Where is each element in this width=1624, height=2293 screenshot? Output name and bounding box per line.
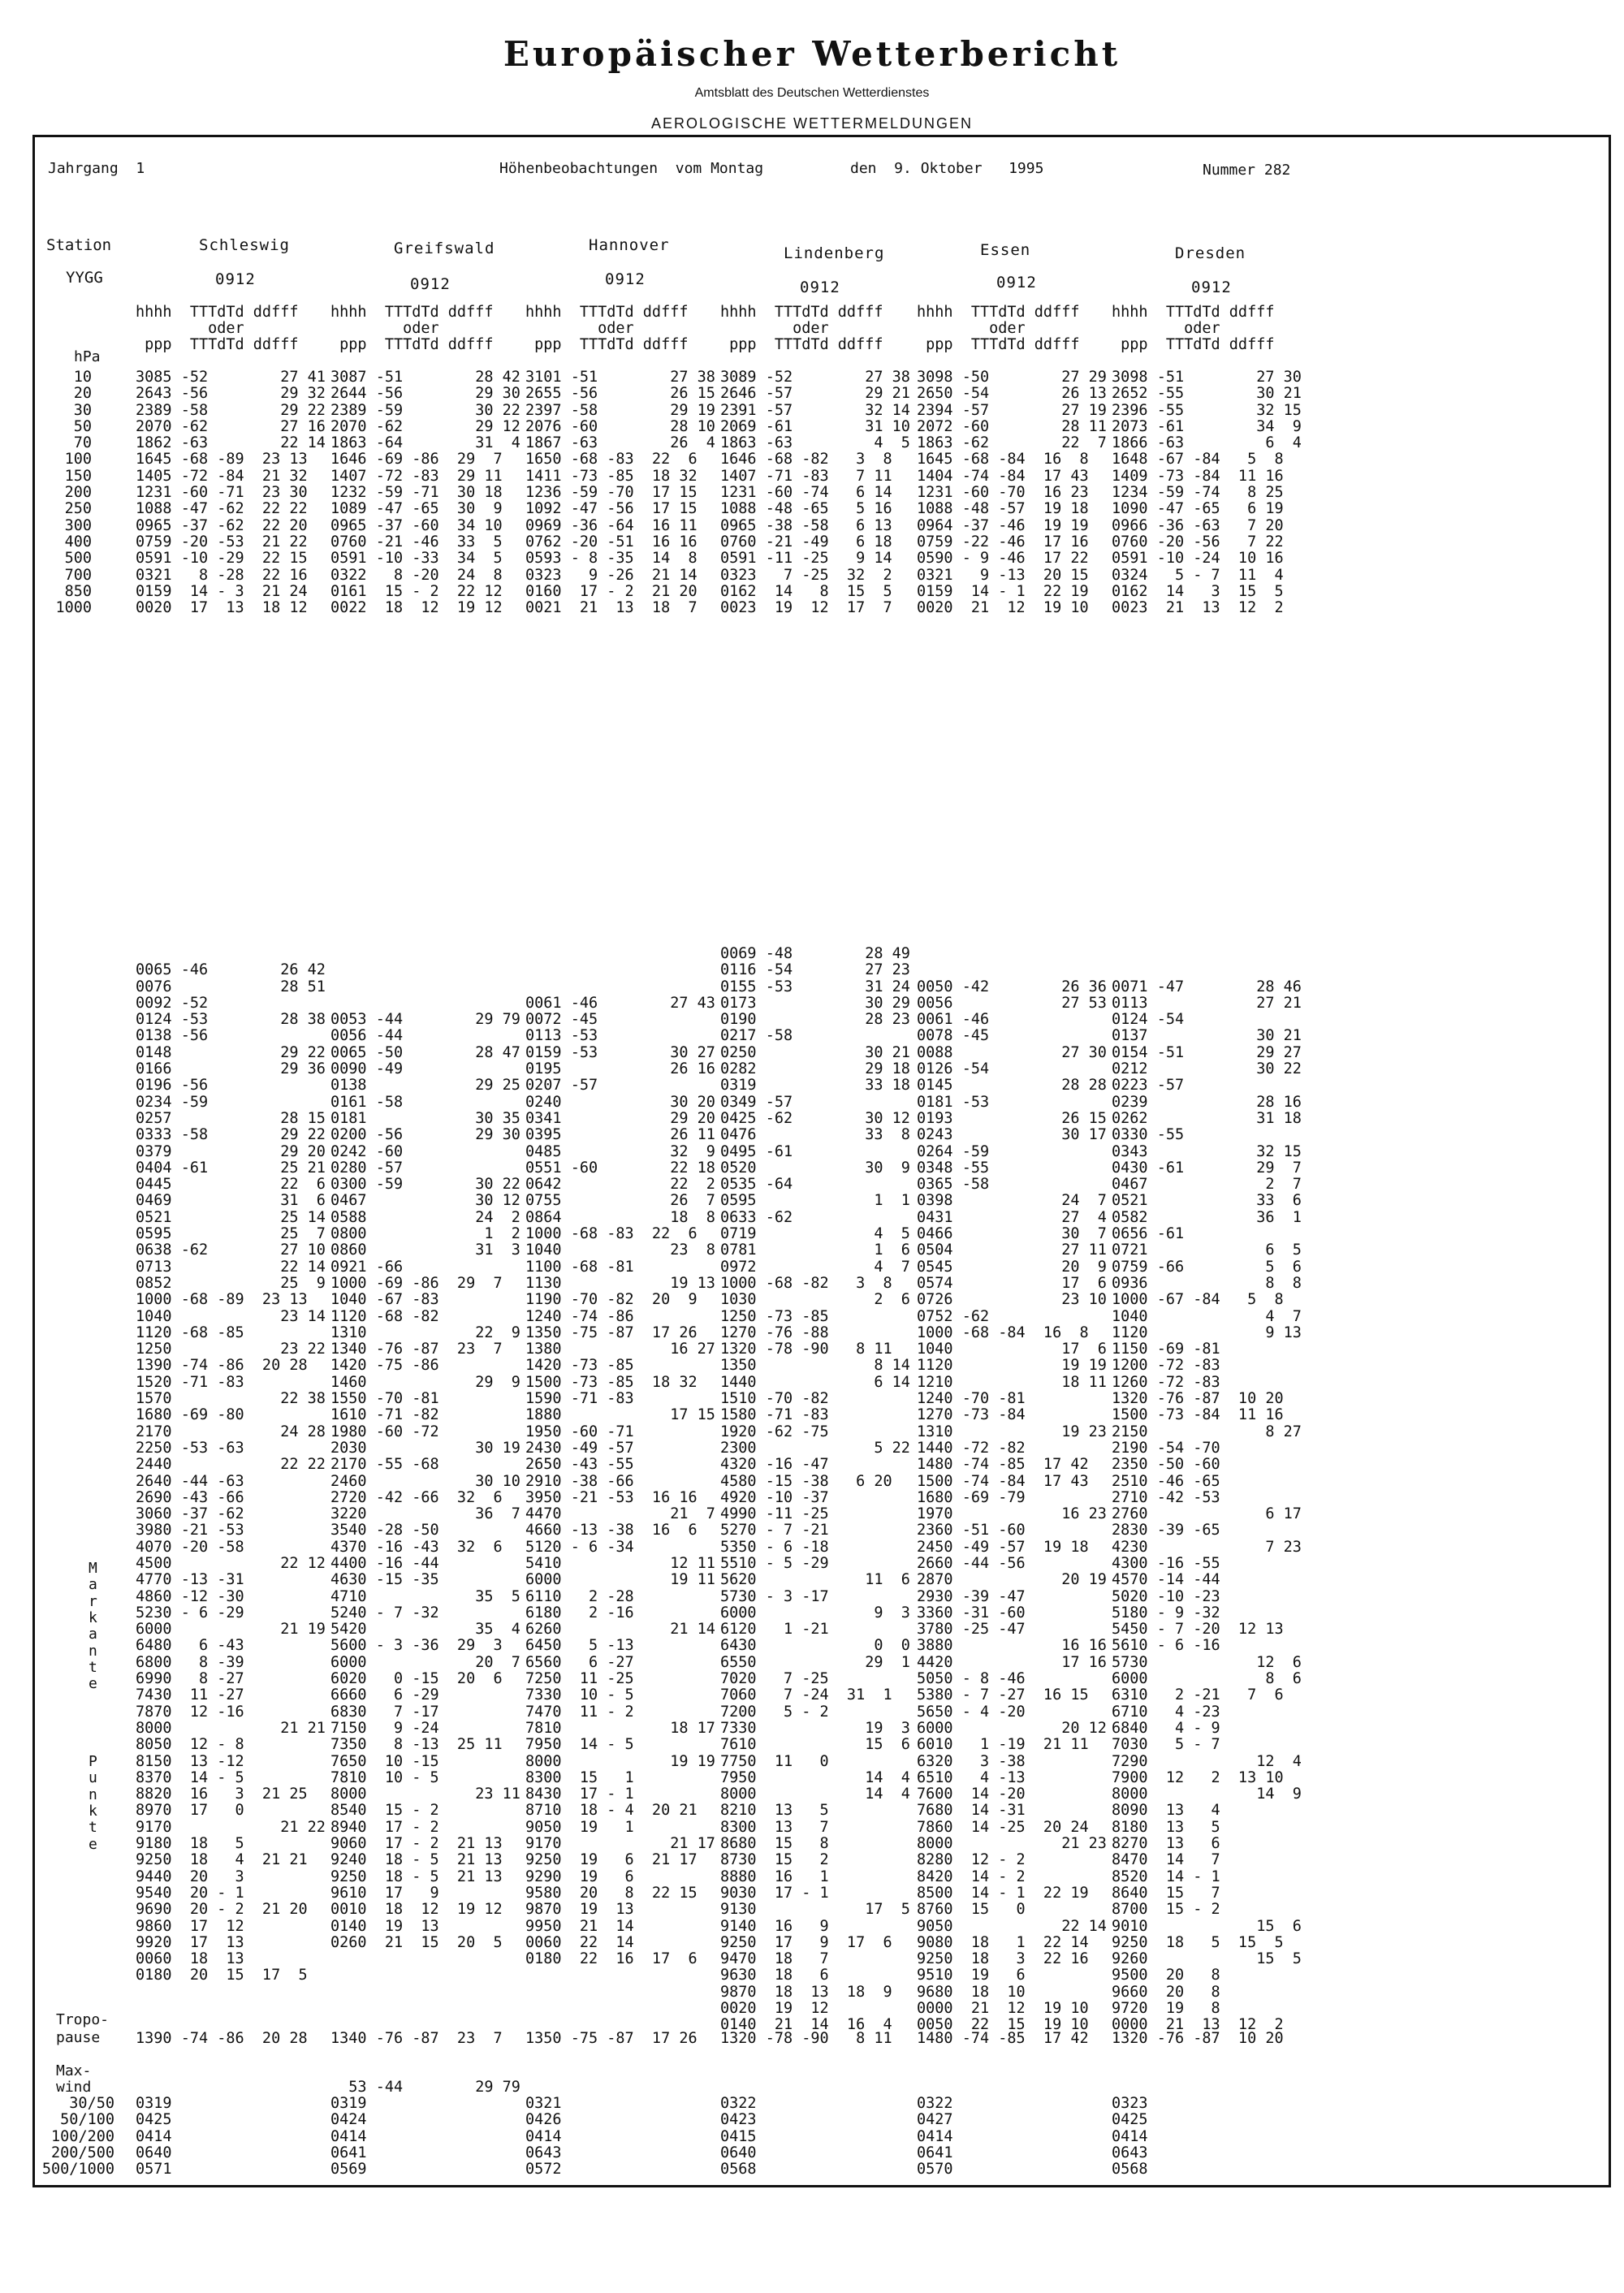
column-header: hhhh TTTdTd ddfff oder ppp TTTdTd ddfff bbox=[525, 304, 689, 353]
side-letter: a bbox=[89, 1626, 97, 1643]
column-header: hhhh TTTdTd ddfff oder ppp TTTdTd ddfff bbox=[330, 304, 494, 353]
side-letter: e bbox=[89, 1675, 97, 1693]
side-letter: n bbox=[89, 1642, 97, 1660]
side-letter: k bbox=[89, 1609, 97, 1626]
station-name: Dresden bbox=[1175, 244, 1246, 262]
layer-data: 0322 0423 0415 0640 0568 bbox=[720, 2095, 757, 2179]
report-frame bbox=[32, 135, 1611, 2187]
tropopause-label: Tropo- pause bbox=[56, 2011, 110, 2046]
standard-level-data: 3098 -50 27 29 2650 -54 26 13 2394 -57 27 19 2072 -60 28 11 1863 -62 22 7 1645 -68 -84 16 8 1404 -74 -84 17 43 1231 -60 -70 16 23 1088 -48 -57 19 18 0964 -37 -46 19 19 0759 -22 -46 17 16 0590 - 9 -46 17 22 0321 9 -13 20 15 0159 14 - 1 22 19 0020 21 12 19 10 bbox=[917, 369, 1107, 617]
maxwind-label: Max- wind bbox=[56, 2062, 92, 2096]
maxwind-data: 53 -44 29 79 bbox=[330, 2079, 520, 2096]
tropopause-data: 1480 -74 -85 17 42 bbox=[917, 2030, 1089, 2047]
station-name: Hannover bbox=[589, 236, 670, 254]
station-time: 0912 bbox=[605, 270, 646, 288]
standard-level-data: 3098 -51 27 30 2652 -55 30 21 2396 -55 32 15 2073 -61 34 9 1866 -63 6 4 1648 -67 -84 5 8 1409 -73 -84 11 16 1234 -59 -74 8 25 1090 -47 -65 6 19 0966 -36 -63 7 20 0760 -20 -56 7 22 0591 -10 -24 10 16 0324 5 - 7 11 4 0162 14 3 15 5 0023 21 13 12 2 bbox=[1112, 369, 1302, 617]
side-letter: t bbox=[89, 1819, 97, 1837]
station-name: Essen bbox=[980, 241, 1031, 259]
markante-punkte-data: 0061 -46 27 43 0072 -45 0113 -53 0159 -53 30 27 0195 26 16 0207 -57 0240 30 20 0341 29 20 0395 26 11 0485 32 9 0551 -60 22 18 0642 22 2 0755 26 7 0864 18 8 1000 -68 -83 22 6 1040 23 8 1100 -68 -81 1130 19 13 1190 -70 -82 20 9 1240 -74 -86 1350 -75 -87 17 26 1380 16 27 1420 -73 -85 1500 -73 -85 18 32 1590 -71 -83 1880 17 15 1950 -60 -71 2430 -49 -57 2650 -43 -55 2910 -38 -66 3950 -21 -53 16 16 4470 21 7 4660 -13 -38 16 6 5120 - 6 -34 5410 12 11 6000 19 11 6110 2 -28 6180 2 -16 6260 21 14 6450 5 -13 6560 6 -27 7250 11 -25 7330 10 - 5 7470 11 - 2 7810 18 17 7950 14 - 5 8000 19 19 8300 15 1 8430 17 - 1 8710 18 - 4 20 21 9050 19 1 9170 21 17 9250 19 6 21 17 9290 19 6 9580 20 8 22 15 9870 19 13 9950 21 14 0060 22 14 0180 22 16 17 6 bbox=[525, 994, 715, 1968]
layer-data: 0321 0426 0414 0643 0572 bbox=[525, 2095, 562, 2179]
standard-levels: 10 20 30 50 70 100 150 200 250 300 400 500 700 850 1000 bbox=[55, 369, 92, 617]
side-letter: e bbox=[89, 1835, 97, 1853]
document-subtitle: Amtsblatt des Deutschen Wetterdienstes bbox=[694, 86, 930, 100]
jahrgang: Jahrgang 1 bbox=[48, 160, 145, 177]
side-letter: k bbox=[89, 1802, 97, 1820]
column-header: hhhh TTTdTd ddfff oder ppp TTTdTd ddfff bbox=[136, 304, 299, 353]
side-letter: a bbox=[89, 1576, 97, 1594]
document-title: Europäischer Wetterbericht bbox=[503, 34, 1121, 74]
standard-level-data: 3085 -52 27 41 2643 -56 29 32 2389 -58 29 22 2070 -62 27 16 1862 -63 22 14 1645 -68 -89 23 13 1405 -72 -84 21 32 1231 -60 -71 23 30 1088 -47 -62 22 22 0965 -37 -62 22 20 0759 -20 -53 21 22 0591 -10 -29 22 15 0321 8 -28 22 16 0159 14 - 3 21 24 0020 17 13 18 12 bbox=[136, 369, 326, 617]
layer-data: 0319 0424 0414 0641 0569 bbox=[330, 2095, 367, 2179]
yygg-label: YYGG bbox=[66, 269, 103, 287]
column-header: hhhh TTTdTd ddfff oder ppp TTTdTd ddfff bbox=[917, 304, 1080, 353]
markante-punkte-data: 0053 -44 29 79 0056 -44 0065 -50 28 47 0090 -49 0138 29 25 0161 -58 0181 30 35 0200 -56 29 30 0242 -60 0280 -57 0300 -59 30 22 0467 30 12 0588 24 2 0800 1 2 0860 31 3 0921 -66 1000 -69 -86 29 7 1040 -67 -83 1120 -68 -82 1310 22 9 1340 -76 -87 23 7 1420 -75 -86 1460 29 9 1550 -70 -81 1610 -71 -82 1980 -60 -72 2030 30 19 2170 -55 -68 2460 30 10 2720 -42 -66 32 6 3220 36 7 3540 -28 -50 4370 -16 -43 32 6 4400 -16 -44 4630 -15 -35 4710 35 5 5240 - 7 -32 5420 35 4 5600 - 3 -36 29 3 6000 20 7 6020 0 -15 20 6 6660 6 -29 6830 7 -17 7150 9 -24 7350 8 -13 25 11 7650 10 -15 7810 10 - 5 8000 23 11 8540 15 - 2 8940 17 - 2 9060 17 - 2 21 13 9240 18 - 5 21 13 9250 18 - 5 21 13 9610 17 9 0010 18 12 19 12 0140 19 13 0260 21 15 20 5 bbox=[330, 1011, 520, 1951]
layer-data: 0322 0427 0414 0641 0570 bbox=[917, 2095, 953, 2179]
station-label: Station bbox=[46, 236, 112, 254]
markante-punkte-data: 0065 -46 26 42 0076 28 51 0092 -52 0124 -53 28 38 0138 -56 0148 29 22 0166 29 36 0196 -56 0234 -59 0257 28 15 0333 -58 29 22 0379 29 20 0404 -61 25 21 0445 22 6 0469 31 6 0521 25 14 0595 25 7 0638 -62 27 10 0713 22 14 0852 25 9 1000 -68 -89 23 13 1040 23 14 1120 -68 -85 1250 23 22 1390 -74 -86 20 28 1520 -71 -83 1570 22 38 1680 -69 -80 2170 24 28 2250 -53 -63 2440 22 22 2640 -44 -63 2690 -43 -66 3060 -37 -62 3980 -21 -53 4070 -20 -58 4500 22 12 4770 -13 -31 4860 -12 -30 5230 - 6 -29 6000 21 19 6480 6 -43 6800 8 -39 6990 8 -27 7430 11 -27 7870 12 -16 8000 21 21 8050 12 - 8 8150 13 -12 8370 14 - 5 8820 16 3 21 25 8970 17 0 9170 21 22 9180 18 5 9250 18 4 21 21 9440 20 3 9540 20 - 1 9690 20 - 2 21 20 9860 17 12 9920 17 13 0060 18 13 0180 20 15 17 5 bbox=[136, 961, 326, 1984]
station-name: Greifswald bbox=[394, 240, 495, 257]
tropopause-data: 1350 -75 -87 17 26 bbox=[525, 2030, 698, 2047]
layer-labels: 30/50 50/100 100/200 200/500 500/1000 bbox=[41, 2095, 114, 2179]
tropopause-data: 1340 -76 -87 23 7 bbox=[330, 2030, 503, 2047]
tropopause-data: 1320 -76 -87 10 20 bbox=[1112, 2030, 1284, 2047]
standard-level-data: 3089 -52 27 38 2646 -57 29 21 2391 -57 32 14 2069 -61 31 10 1863 -63 4 5 1646 -68 -82 3 8 1407 -71 -83 7 11 1231 -60 -74 6 14 1088 -48 -65 5 16 0965 -38 -58 6 13 0760 -21 -49 6 18 0591 -11 -25 9 14 0323 7 -25 32 2 0162 14 8 15 5 0023 19 12 17 7 bbox=[720, 369, 910, 617]
standard-level-data: 3101 -51 27 38 2655 -56 26 15 2397 -58 29 19 2076 -60 28 10 1867 -63 26 4 1650 -68 -83 22 6 1411 -73 -85 18 32 1236 -59 -70 17 15 1092 -47 -56 17 15 0969 -36 -64 16 11 0762 -20 -51 16 16 0593 - 8 -35 14 8 0323 9 -26 21 14 0160 17 - 2 21 20 0021 21 13 18 7 bbox=[525, 369, 715, 617]
station-name: Lindenberg bbox=[784, 244, 885, 262]
markante-punkte-data: 0069 -48 28 49 0116 -54 27 23 0155 -53 31 24 0173 30 29 0190 28 23 0217 -58 0250 30 21 0282 29 18 0319 33 18 0349 -57 0425 -62 30 12 0476 33 8 0495 -61 0520 30 9 0535 -64 0595 1 1 0633 -62 0719 4 5 0781 1 6 0972 4 7 1000 -68 -82 3 8 1030 2 6 1250 -73 -85 1270 -76 -88 1320 -78 -90 8 11 1350 8 14 1440 6 14 1510 -70 -82 1580 -71 -83 1920 -62 -75 2300 5 22 4320 -16 -47 4580 -15 -38 6 20 4920 -10 -37 4990 -11 -25 5270 - 7 -21 5350 - 6 -18 5510 - 5 -29 5620 11 6 5730 - 3 -17 6000 9 3 6120 1 -21 6430 0 0 6550 29 1 7020 7 -25 7060 7 -24 31 1 7200 5 - 2 7330 19 3 7610 15 6 7750 11 0 7950 14 4 8000 14 4 8210 13 5 8300 13 7 8680 15 8 8730 15 2 8880 16 1 9030 17 - 1 9130 17 5 9140 16 9 9250 17 9 17 6 9470 18 7 9630 18 6 9870 18 13 18 9 0020 19 12 0140 21 14 16 4 bbox=[720, 945, 910, 2034]
station-time: 0912 bbox=[410, 275, 451, 293]
station-name: Schleswig bbox=[199, 236, 290, 254]
standard-level-data: 3087 -51 28 42 2644 -56 29 30 2389 -59 30 22 2070 -62 29 12 1863 -64 31 4 1646 -69 -86 29 7 1407 -72 -83 29 11 1232 -59 -71 30 18 1089 -47 -65 30 9 0965 -37 -60 34 10 0760 -21 -46 33 5 0591 -10 -33 34 5 0322 8 -20 24 8 0161 15 - 2 22 12 0022 18 12 19 12 bbox=[330, 369, 520, 617]
markante-punkte-data: 0050 -42 26 36 0056 27 53 0061 -46 0078 -45 0088 27 30 0126 -54 0145 28 28 0181 -53 0193 26 15 0243 30 17 0264 -59 0348 -55 0365 -58 0398 24 7 0431 27 4 0466 30 7 0504 27 11 0545 20 9 0574 17 6 0726 23 10 0752 -62 1000 -68 -84 16 8 1040 17 6 1120 19 19 1210 18 11 1240 -70 -81 1270 -73 -84 1310 19 23 1440 -72 -82 1480 -74 -85 17 42 1500 -74 -84 17 43 1680 -69 -79 1970 16 23 2360 -51 -60 2450 -49 -57 19 18 2660 -44 -56 2870 20 19 2930 -39 -47 3360 -31 -60 3780 -25 -47 3880 16 16 4420 17 16 5050 - 8 -46 5380 - 7 -27 16 15 5650 - 4 -20 6000 20 12 6010 1 -19 21 11 6320 3 -38 6510 4 -13 7600 14 -20 7680 14 -31 7860 14 -25 20 24 8000 21 23 8280 12 - 2 8420 14 - 2 8500 14 - 1 22 19 8760 15 0 9050 22 14 9080 18 1 22 14 9250 18 3 22 16 9510 19 6 9680 18 10 0000 21 12 19 10 0050 22 15 19 10 bbox=[917, 978, 1107, 2034]
station-time: 0912 bbox=[1191, 279, 1232, 296]
section-title: AEROLOGISCHE WETTERMELDUNGEN bbox=[650, 115, 974, 132]
station-time: 0912 bbox=[996, 274, 1037, 291]
observation-date: den 9. Oktober 1995 bbox=[850, 160, 1044, 177]
side-letter: r bbox=[89, 1592, 97, 1610]
tropopause-data: 1320 -78 -90 8 11 bbox=[720, 2030, 892, 2047]
column-header: hhhh TTTdTd ddfff oder ppp TTTdTd ddfff bbox=[1112, 304, 1275, 353]
markante-punkte-data: 0071 -47 28 46 0113 27 21 0124 -54 0137 30 21 0154 -51 29 27 0212 30 22 0223 -57 0239 28 16 0262 31 18 0330 -55 0343 32 15 0430 -61 29 7 0467 2 7 0521 33 6 0582 36 1 0656 -61 0721 6 5 0759 -66 5 6 0936 8 8 1000 -67 -84 5 8 1040 4 7 1120 9 13 1150 -69 -81 1200 -72 -83 1260 -72 -83 1320 -76 -87 10 20 1500 -73 -84 11 16 2150 8 27 2190 -54 -70 2350 -50 -60 2510 -46 -65 2710 -42 -53 2760 6 17 2830 -39 -65 4230 7 23 4300 -16 -55 4570 -14 -44 5020 -10 -23 5180 - 9 -32 5450 - 7 -20 12 13 5610 - 6 -16 5730 12 6 6000 8 6 6310 2 -21 7 6 6710 4 -23 6840 4 - 9 7030 5 - 7 7290 12 4 7900 12 2 13 10 8000 14 9 8090 13 4 8180 13 5 8270 13 6 8470 14 7 8520 14 - 1 8640 15 7 8700 15 - 2 9010 15 6 9250 18 5 15 5 9260 15 5 9500 20 8 9660 20 8 9720 19 8 0000 21 13 12 2 bbox=[1112, 978, 1302, 2034]
report-number: Nummer 282 bbox=[1203, 162, 1291, 179]
observation-title: Höhenbeobachtungen vom Montag bbox=[499, 160, 764, 177]
layer-data: 0319 0425 0414 0640 0571 bbox=[136, 2095, 172, 2179]
side-letter: P bbox=[89, 1753, 97, 1770]
side-letter: M bbox=[89, 1560, 97, 1577]
hpa-label: hPa bbox=[74, 348, 101, 365]
station-time: 0912 bbox=[800, 279, 840, 296]
side-letter: u bbox=[89, 1769, 97, 1787]
side-letter: t bbox=[89, 1658, 97, 1676]
layer-data: 0323 0425 0414 0643 0568 bbox=[1112, 2095, 1148, 2179]
tropopause-data: 1390 -74 -86 20 28 bbox=[136, 2030, 308, 2047]
station-time: 0912 bbox=[215, 270, 256, 288]
column-header: hhhh TTTdTd ddfff oder ppp TTTdTd ddfff bbox=[720, 304, 883, 353]
side-letter: n bbox=[89, 1786, 97, 1803]
